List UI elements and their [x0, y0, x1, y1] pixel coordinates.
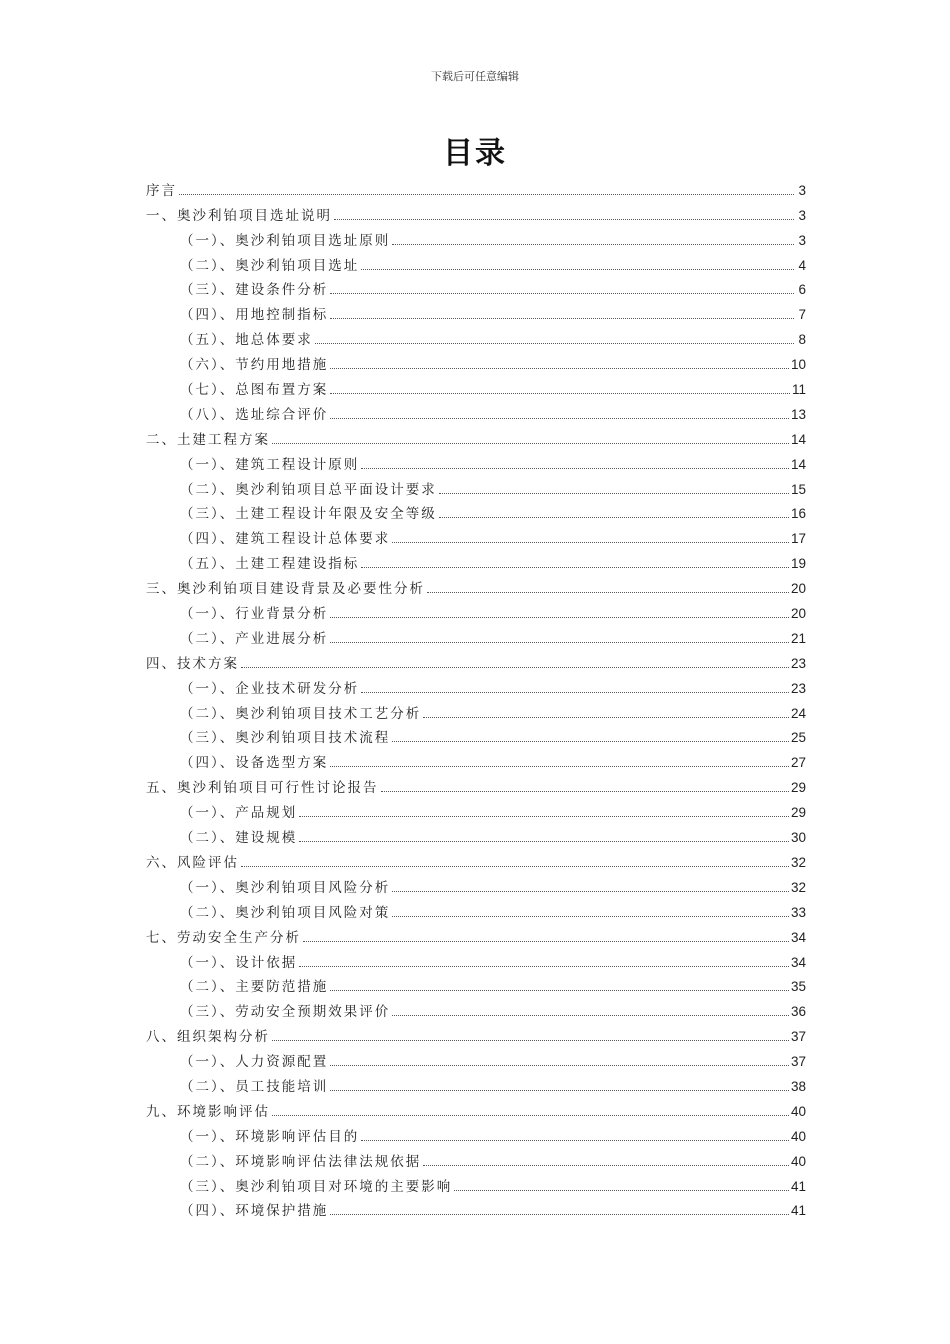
toc-entry-page: 11: [791, 382, 806, 398]
dot-leader: [439, 493, 789, 494]
toc-entry-label: 序言: [146, 182, 177, 199]
toc-entry[interactable]: [146, 1070, 806, 1095]
toc-entry-label: （二）、主要防范措施: [180, 979, 329, 996]
dot-leader: [330, 393, 790, 394]
toc-entry-label: （四）、设备选型方案: [180, 755, 329, 772]
dot-leader: [179, 194, 794, 195]
toc-entry-page: 6: [798, 282, 806, 298]
dot-leader: [392, 244, 794, 245]
toc-entry-page: 29: [790, 780, 806, 796]
toc-entry[interactable]: [146, 821, 806, 846]
toc-entry-label: （八）、选址综合评价: [180, 406, 329, 423]
toc-list: [146, 174, 806, 1219]
toc-entry[interactable]: [146, 1020, 806, 1045]
dot-leader: [241, 667, 789, 668]
dot-leader: [272, 1115, 789, 1116]
toc-entry[interactable]: [146, 373, 806, 398]
toc-entry-label: （五）、地总体要求: [180, 332, 313, 349]
toc-entry[interactable]: [146, 1170, 806, 1195]
dot-leader: [392, 891, 789, 892]
dot-leader: [381, 791, 789, 792]
toc-entry-page: 37: [790, 1054, 806, 1070]
toc-entry[interactable]: [146, 946, 806, 971]
toc-entry[interactable]: [146, 771, 806, 796]
header-note: 下载后可任意编辑: [431, 70, 519, 83]
toc-entry[interactable]: [146, 323, 806, 348]
toc-entry-page: 21: [790, 630, 806, 646]
toc-entry-label: （一）、企业技术研发分析: [180, 680, 360, 697]
toc-entry[interactable]: [146, 473, 806, 498]
toc-entry-page: 40: [790, 1128, 806, 1144]
toc-entry[interactable]: [146, 522, 806, 547]
dot-leader: [361, 692, 789, 693]
toc-entry-page: 34: [790, 929, 806, 945]
toc-entry[interactable]: [146, 498, 806, 523]
dot-leader: [392, 542, 789, 543]
toc-entry-page: 36: [790, 1004, 806, 1020]
toc-entry[interactable]: [146, 174, 806, 199]
toc-entry-label: 四、技术方案: [146, 655, 239, 672]
toc-entry-label: （一）、行业背景分析: [180, 606, 329, 623]
toc-entry[interactable]: [146, 995, 806, 1020]
toc-entry-label: （三）、奥沙利铂项目技术流程: [180, 730, 391, 747]
toc-entry-page: 3: [798, 207, 806, 223]
dot-leader: [361, 1140, 789, 1141]
dot-leader: [330, 642, 789, 643]
dot-leader: [334, 219, 794, 220]
dot-leader: [392, 916, 789, 917]
toc-entry-page: 10: [790, 357, 806, 373]
dot-leader: [454, 1190, 789, 1191]
toc-entry-label: （四）、建筑工程设计总体要求: [180, 531, 391, 548]
toc-entry[interactable]: [146, 1045, 806, 1070]
toc-entry-page: 25: [790, 730, 806, 746]
toc-entry-page: 16: [790, 506, 806, 522]
toc-entry-label: （三）、土建工程设计年限及安全等级: [180, 506, 437, 523]
dot-leader: [330, 368, 789, 369]
toc-entry-label: 五、奥沙利铂项目可行性讨论报告: [146, 780, 379, 797]
toc-entry-page: 8: [798, 332, 806, 348]
toc-entry-label: （三）、奥沙利铂项目对环境的主要影响: [180, 1178, 453, 1195]
toc-entry-page: 20: [790, 581, 806, 597]
dot-leader: [361, 269, 794, 270]
dot-leader: [392, 1015, 789, 1016]
toc-entry[interactable]: [146, 572, 806, 597]
toc-entry-label: （二）、奥沙利铂项目选址: [180, 257, 360, 274]
toc-entry[interactable]: [146, 722, 806, 747]
toc-entry-page: 38: [790, 1078, 806, 1094]
dot-leader: [330, 1214, 789, 1215]
toc-entry[interactable]: [146, 896, 806, 921]
toc-entry-label: （二）、奥沙利铂项目风险对策: [180, 904, 391, 921]
dot-leader: [330, 293, 794, 294]
toc-entry-page: 17: [790, 531, 806, 547]
toc-entry-label: （一）、设计依据: [180, 954, 298, 971]
toc-entry-page: 14: [790, 456, 806, 472]
dot-leader: [330, 990, 789, 991]
dot-leader: [303, 941, 789, 942]
toc-entry-page: 4: [798, 257, 806, 273]
toc-entry-page: 19: [790, 556, 806, 572]
toc-entry[interactable]: [146, 697, 806, 722]
toc-entry-label: （四）、环境保护措施: [180, 1203, 329, 1220]
toc-entry-label: （二）、建设规模: [180, 830, 298, 847]
toc-entry-page: 13: [790, 406, 806, 422]
dot-leader: [330, 318, 794, 319]
toc-entry-page: 14: [790, 431, 806, 447]
toc-entry[interactable]: [146, 348, 806, 373]
toc-entry[interactable]: [146, 1120, 806, 1145]
toc-entry-page: 33: [790, 904, 806, 920]
toc-entry-label: 一、奥沙利铂项目选址说明: [146, 207, 332, 224]
toc-entry-page: 29: [790, 805, 806, 821]
toc-entry-label: 二、土建工程方案: [146, 431, 270, 448]
toc-entry-label: （二）、奥沙利铂项目总平面设计要求: [180, 481, 437, 498]
dot-leader: [392, 741, 789, 742]
toc-entry-page: 32: [790, 879, 806, 895]
toc-entry-label: （四）、用地控制指标: [180, 307, 329, 324]
toc-entry[interactable]: [146, 871, 806, 896]
toc-entry-label: （二）、环境影响评估法律法规依据: [180, 1153, 422, 1170]
toc-entry-page: 40: [790, 1153, 806, 1169]
toc-entry-label: （七）、总图布置方案: [180, 382, 329, 399]
dot-leader: [427, 592, 789, 593]
toc-entry[interactable]: [146, 547, 806, 572]
toc-entry-label: （三）、劳动安全预期效果评价: [180, 1004, 391, 1021]
dot-leader: [272, 1040, 789, 1041]
dot-leader: [315, 343, 794, 344]
toc-entry-label: 三、奥沙利铂项目建设背景及必要性分析: [146, 581, 425, 598]
toc-entry[interactable]: [146, 398, 806, 423]
toc-entry-page: 3: [798, 182, 806, 198]
toc-entry[interactable]: [146, 921, 806, 946]
toc-entry-page: 23: [790, 655, 806, 671]
dot-leader: [299, 816, 789, 817]
toc-entry-label: （五）、土建工程建设指标: [180, 556, 360, 573]
dot-leader: [330, 1090, 789, 1091]
toc-entry[interactable]: [146, 971, 806, 996]
toc-entry-label: （一）、产品规划: [180, 805, 298, 822]
toc-entry-label: （一）、人力资源配置: [180, 1054, 329, 1071]
toc-entry[interactable]: [146, 298, 806, 323]
toc-entry-label: （三）、建设条件分析: [180, 282, 329, 299]
dot-leader: [330, 418, 789, 419]
toc-title: 目录: [443, 136, 507, 171]
toc-entry-label: （六）、节约用地措施: [180, 357, 329, 374]
dot-leader: [330, 766, 789, 767]
toc-entry-label: 九、环境影响评估: [146, 1103, 270, 1120]
toc-entry-label: 八、组织架构分析: [146, 1029, 270, 1046]
dot-leader: [361, 468, 789, 469]
toc-entry-page: 41: [790, 1178, 806, 1194]
toc-entry-label: （一）、奥沙利铂项目风险分析: [180, 879, 391, 896]
dot-leader: [241, 866, 789, 867]
toc-entry-page: 37: [790, 1029, 806, 1045]
toc-entry[interactable]: [146, 1095, 806, 1120]
toc-entry-page: 15: [790, 481, 806, 497]
dot-leader: [361, 567, 789, 568]
dot-leader: [423, 1165, 789, 1166]
toc-entry-page: 7: [798, 307, 806, 323]
toc-entry[interactable]: [146, 224, 806, 249]
toc-entry[interactable]: [146, 1195, 806, 1220]
toc-entry-page: 20: [790, 606, 806, 622]
toc-entry[interactable]: [146, 647, 806, 672]
toc-entry-page: 24: [790, 705, 806, 721]
toc-entry[interactable]: [146, 597, 806, 622]
dot-leader: [330, 1065, 789, 1066]
toc-entry[interactable]: [146, 796, 806, 821]
dot-leader: [272, 443, 789, 444]
dot-leader: [330, 617, 789, 618]
toc-entry-page: 23: [790, 680, 806, 696]
dot-leader: [423, 717, 789, 718]
dot-leader: [299, 966, 789, 967]
toc-entry-label: （二）、奥沙利铂项目技术工艺分析: [180, 705, 422, 722]
toc-entry[interactable]: [146, 274, 806, 299]
toc-entry[interactable]: [146, 448, 806, 473]
dot-leader: [299, 841, 789, 842]
toc-entry[interactable]: [146, 423, 806, 448]
toc-entry[interactable]: [146, 1145, 806, 1170]
toc-entry-label: （一）、环境影响评估目的: [180, 1128, 360, 1145]
toc-entry-label: 七、劳动安全生产分析: [146, 929, 301, 946]
toc-entry-label: （一）、奥沙利铂项目选址原则: [180, 232, 391, 249]
toc-entry[interactable]: [146, 249, 806, 274]
toc-entry-page: 40: [790, 1103, 806, 1119]
toc-entry[interactable]: [146, 199, 806, 224]
toc-entry[interactable]: [146, 622, 806, 647]
toc-entry[interactable]: [146, 672, 806, 697]
toc-entry-page: 32: [790, 854, 806, 870]
toc-entry-page: 35: [790, 979, 806, 995]
toc-entry-page: 3: [798, 232, 806, 248]
toc-entry-page: 41: [790, 1203, 806, 1219]
toc-entry-label: （一）、建筑工程设计原则: [180, 456, 360, 473]
dot-leader: [439, 517, 789, 518]
toc-entry-page: 34: [790, 954, 806, 970]
toc-entry[interactable]: [146, 846, 806, 871]
toc-entry-label: （二）、产业进展分析: [180, 630, 329, 647]
toc-entry-label: （二）、员工技能培训: [180, 1078, 329, 1095]
toc-entry-label: 六、风险评估: [146, 854, 239, 871]
toc-entry[interactable]: [146, 746, 806, 771]
toc-entry-page: 27: [790, 755, 806, 771]
toc-entry-page: 30: [790, 830, 806, 846]
